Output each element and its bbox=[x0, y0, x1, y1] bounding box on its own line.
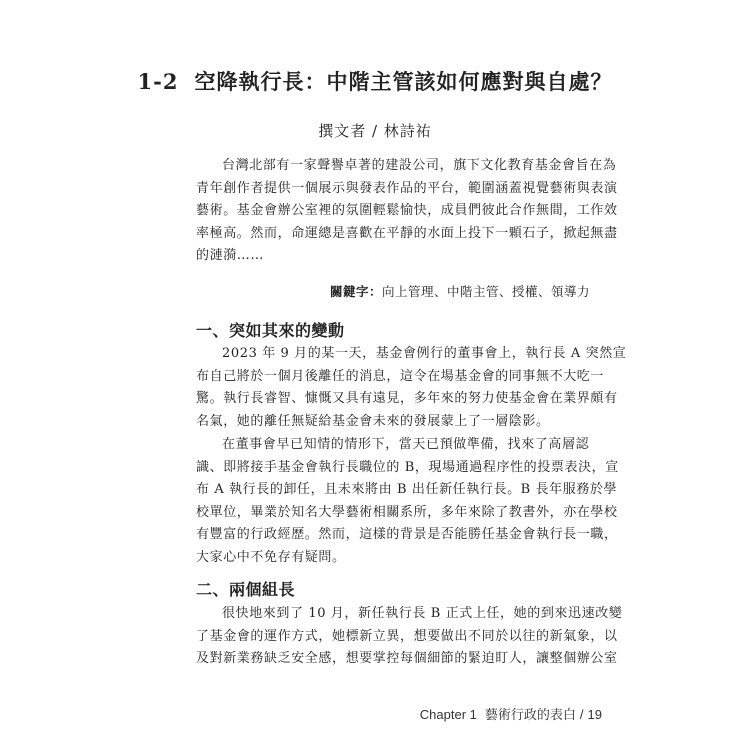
intro-line: 的漣漪…… bbox=[196, 248, 264, 263]
paragraph-line: 名氣，她的離任無疑給基金會未來的發展蒙上了一層陰影。 bbox=[196, 413, 550, 429]
section2-paragraph-1 bbox=[196, 603, 623, 671]
paragraph-line: 驚。執行長睿智、慷慨又具有遠見，多年來的努力使基金會在業界頗有 bbox=[196, 391, 618, 406]
author-line: 撰文者 / 林詩祐 bbox=[318, 122, 432, 140]
article-number: 1-2 bbox=[137, 69, 179, 94]
section1-paragraph-1 bbox=[196, 343, 627, 433]
paragraph-line: 校單位，畢業於知名大學藝術相關系所，多年來除了教書外，亦在學校 bbox=[196, 504, 618, 520]
footer-chapter: Chapter 1 bbox=[419, 707, 477, 722]
section-heading-1: 一、突如其來的變動 bbox=[196, 321, 345, 340]
intro-line: 藝術。基金會辦公室裡的氛圍輕鬆愉快，成員們彼此合作無間，工作效 bbox=[196, 203, 618, 218]
keywords-value: 向上管理、中階主管、授權、領導力 bbox=[381, 284, 590, 299]
paragraph-line: 在董事會早已知情的情形下，當天已預做準備，找來了高層認 bbox=[222, 437, 590, 452]
section1-paragraph-2 bbox=[196, 434, 619, 569]
intro-paragraph bbox=[196, 155, 618, 268]
intro-line: 青年創作者提供一個展示與發表作品的平台，範圍涵蓋視覺藝術與表演 bbox=[196, 180, 618, 196]
keywords-label: 關鍵字： bbox=[329, 284, 382, 299]
paragraph-line: 大家心中不免存有疑問。 bbox=[196, 549, 346, 565]
paragraph-line: 有豐富的行政經歷。然而，這樣的背景是否能勝任基金會執行長一職， bbox=[196, 527, 618, 542]
keywords bbox=[330, 282, 590, 300]
article-title-text: 空降執行長：中階主管該如何應對與自處？ bbox=[194, 69, 613, 94]
paragraph-line: 及對新業務缺乏安全感，想要掌控每個細節的緊迫盯人，讓整個辦公室 bbox=[196, 651, 618, 666]
page-footer bbox=[420, 704, 602, 723]
section-heading-2: 二、兩個組長 bbox=[196, 580, 296, 599]
page-number: 19 bbox=[587, 707, 602, 722]
paragraph-line: 布 A 執行長的卸任，且未來將由 B 出任新任執行長。B 長年服務於學 bbox=[196, 482, 618, 497]
paragraph-line: 了基金會的運作方式，她標新立異，想要做出不同於以往的新氣象，以 bbox=[196, 628, 618, 644]
paragraph-line: 很快地來到了 10 月，新任執行長 B 正式上任，她的到來迅速改變 bbox=[222, 606, 623, 621]
paragraph-line: 2023 年 9 月的某一天，基金會例行的董事會上，執行長 A 突然宣 bbox=[222, 346, 627, 361]
article-title bbox=[0, 66, 750, 96]
footer-separator: / bbox=[579, 707, 584, 722]
intro-line: 台灣北部有一家聲譽卓著的建設公司，旗下文化教育基金會旨在為 bbox=[222, 158, 617, 173]
paragraph-line: 識、即將接手基金會執行長職位的 B，現場通過程序性的投票表決，宣 bbox=[196, 459, 619, 475]
footer-chapter-title: 藝術行政的表白 bbox=[484, 707, 576, 722]
paragraph-line: 布自己將於一個月後離任的消息，這令在場基金會的同事無不大吃一 bbox=[196, 368, 605, 384]
intro-line: 率極高。然而，命運總是喜歡在平靜的水面上投下一顆石子，掀起無盡 bbox=[196, 225, 618, 241]
